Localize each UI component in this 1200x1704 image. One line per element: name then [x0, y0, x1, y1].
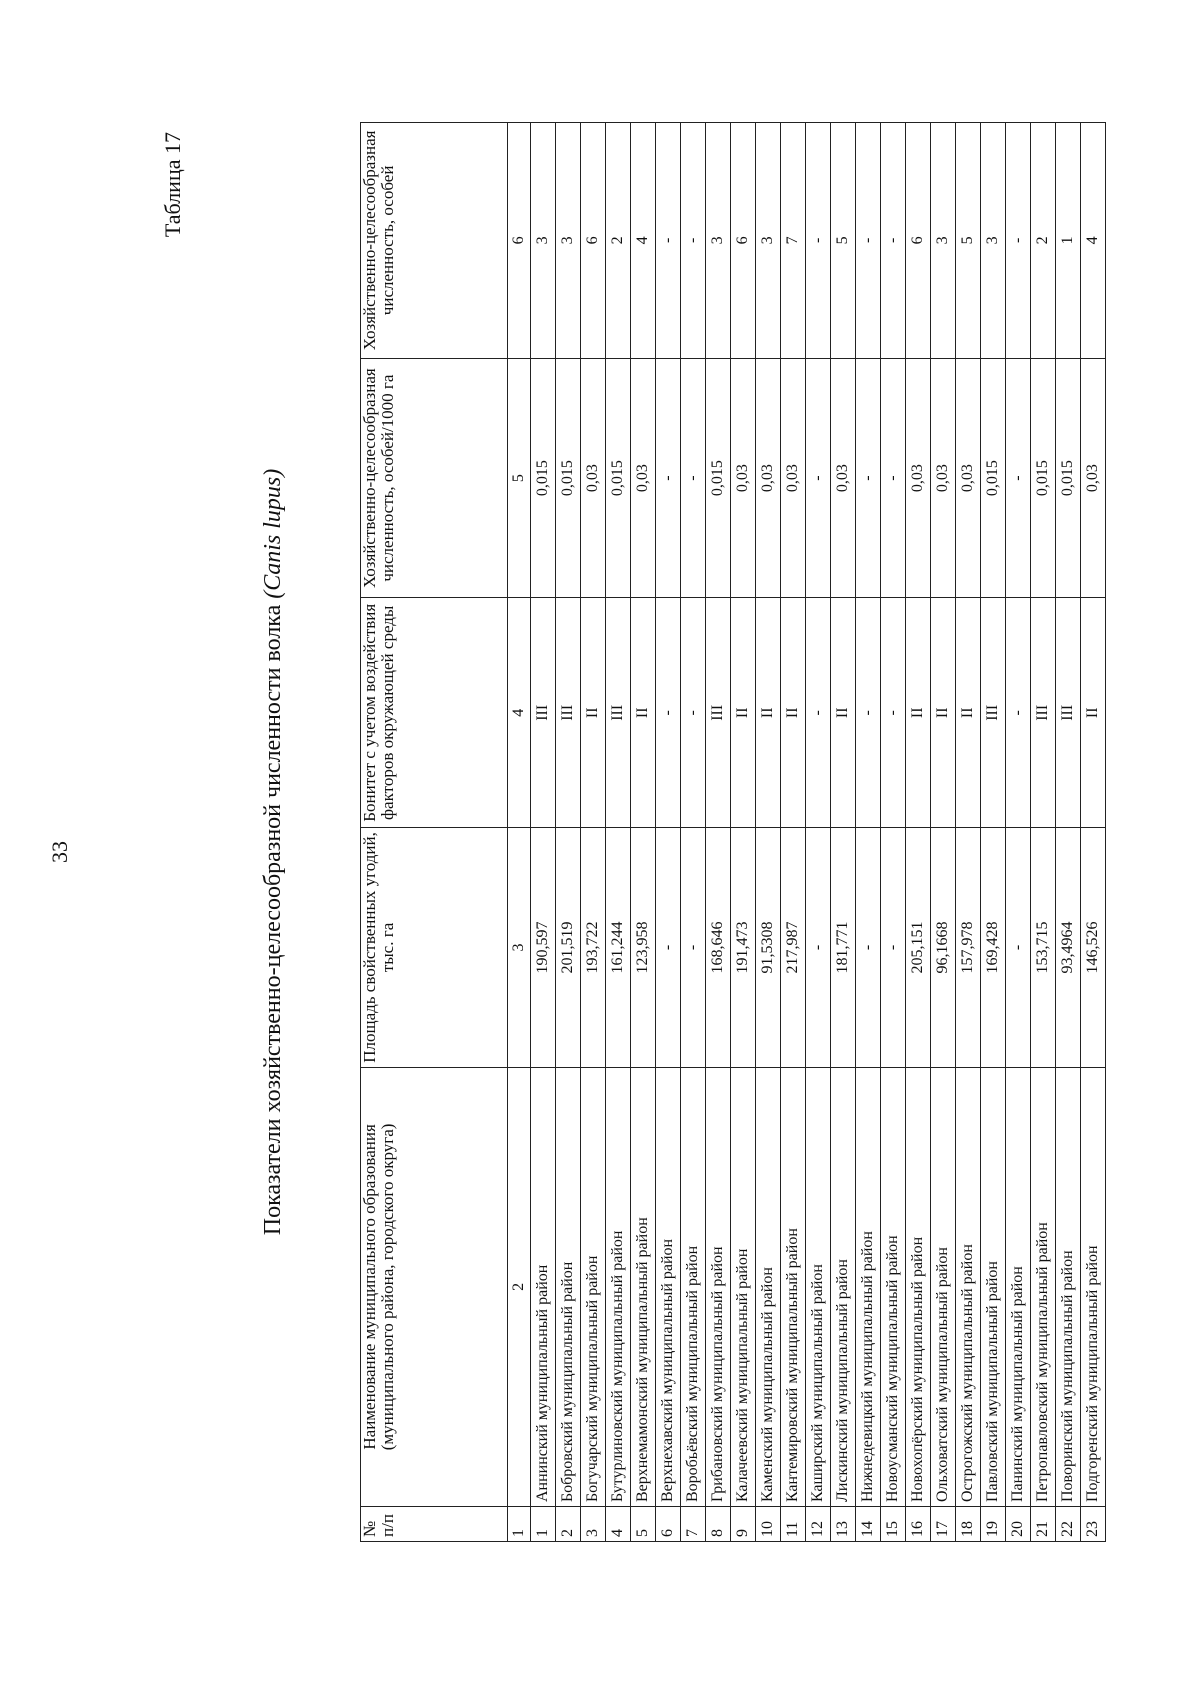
- population-cell: -: [681, 123, 706, 359]
- density-cell: -: [656, 358, 681, 598]
- header-cell: Площадь свойственных угодий, тыс. га: [361, 828, 508, 1068]
- population-cell: 6: [731, 123, 756, 359]
- area-cell: 217,987: [781, 828, 806, 1068]
- area-cell: 153,715: [1031, 828, 1056, 1068]
- table-row: [981, 123, 1006, 1542]
- area-cell: 205,151: [906, 828, 931, 1068]
- caption-latin-name: (Canis lupus): [260, 468, 286, 599]
- density-cell: 0,015: [706, 358, 731, 598]
- district-name-cell: Калачеевский муниципальный район: [731, 1067, 756, 1506]
- bonitet-cell: II: [756, 598, 781, 828]
- district-name-cell: Павловский муниципальный район: [981, 1067, 1006, 1506]
- density-cell: 0,03: [906, 358, 931, 598]
- density-cell: 0,03: [1081, 358, 1106, 598]
- area-cell: 161,244: [606, 828, 631, 1068]
- district-name-cell: Каширский муниципальный район: [806, 1067, 831, 1506]
- column-number-cell: 6: [508, 123, 531, 359]
- district-name-cell: Воробьёвский муниципальный район: [681, 1067, 706, 1506]
- bonitet-cell: III: [1031, 598, 1056, 828]
- table-row: [856, 123, 881, 1542]
- column-number-cell: 1: [508, 1507, 531, 1542]
- table-caption: [260, 122, 287, 1582]
- population-cell: 7: [781, 123, 806, 359]
- population-cell: 3: [706, 123, 731, 359]
- population-cell: 4: [1081, 123, 1106, 359]
- area-cell: 181,771: [831, 828, 856, 1068]
- district-name-cell: Подгоренский муниципальный район: [1081, 1067, 1106, 1506]
- district-name-cell: Богучарский муниципальный район: [581, 1067, 606, 1506]
- page-number: 33: [47, 841, 72, 863]
- header-row: [361, 123, 508, 1542]
- district-name-cell: Верхнехавский муниципальный район: [656, 1067, 681, 1506]
- district-name-cell: Кантемировский муниципальный район: [781, 1067, 806, 1506]
- table-row: [606, 123, 631, 1542]
- column-number-cell: 5: [508, 358, 531, 598]
- table-row: [881, 123, 906, 1542]
- row-number-cell: 20: [1006, 1507, 1031, 1542]
- row-number-cell: 8: [706, 1507, 731, 1542]
- district-name-cell: Поворинский муниципальный район: [1056, 1067, 1081, 1506]
- row-number-cell: 7: [681, 1507, 706, 1542]
- population-cell: 6: [581, 123, 606, 359]
- row-number-cell: 16: [906, 1507, 931, 1542]
- area-cell: -: [806, 828, 831, 1068]
- population-cell: 2: [606, 123, 631, 359]
- bonitet-cell: -: [1006, 598, 1031, 828]
- table-row: [1056, 123, 1081, 1542]
- bonitet-cell: III: [556, 598, 581, 828]
- area-cell: 168,646: [706, 828, 731, 1068]
- area-cell: 201,519: [556, 828, 581, 1068]
- bonitet-cell: III: [531, 598, 556, 828]
- area-cell: -: [1006, 828, 1031, 1068]
- area-cell: -: [856, 828, 881, 1068]
- row-number-cell: 4: [606, 1507, 631, 1542]
- density-cell: -: [806, 358, 831, 598]
- population-cell: -: [656, 123, 681, 359]
- population-cell: 1: [1056, 123, 1081, 359]
- column-number-cell: 2: [508, 1067, 531, 1506]
- area-cell: 93,4964: [1056, 828, 1081, 1068]
- population-cell: 3: [981, 123, 1006, 359]
- header-cell: Хозяйственно-целесообразная численность, особей: [361, 123, 508, 359]
- row-number-cell: 21: [1031, 1507, 1056, 1542]
- row-number-cell: 18: [956, 1507, 981, 1542]
- density-cell: 0,015: [1056, 358, 1081, 598]
- table-body: [508, 123, 1106, 1542]
- bonitet-cell: II: [831, 598, 856, 828]
- density-cell: -: [681, 358, 706, 598]
- row-number-cell: 3: [581, 1507, 606, 1542]
- row-number-cell: 23: [1081, 1507, 1106, 1542]
- table-row: [756, 123, 781, 1542]
- density-cell: 0,03: [781, 358, 806, 598]
- header-cell: Наименование муниципального образования (муниципального района, городского округа): [361, 1067, 508, 1506]
- row-number-cell: 6: [656, 1507, 681, 1542]
- wolf-population-table: [360, 122, 1106, 1542]
- district-name-cell: Грибановский муниципальный район: [706, 1067, 731, 1506]
- area-cell: 96,1668: [931, 828, 956, 1068]
- district-name-cell: Панинский муниципальный район: [1006, 1067, 1031, 1506]
- bonitet-cell: -: [856, 598, 881, 828]
- density-cell: 0,03: [756, 358, 781, 598]
- density-cell: 0,015: [1031, 358, 1056, 598]
- table-row: [1006, 123, 1031, 1542]
- bonitet-cell: II: [1081, 598, 1106, 828]
- table-row: [1031, 123, 1056, 1542]
- table-row: [656, 123, 681, 1542]
- table-row: [956, 123, 981, 1542]
- row-number-cell: 19: [981, 1507, 1006, 1542]
- density-cell: 0,03: [731, 358, 756, 598]
- density-cell: 0,015: [556, 358, 581, 598]
- column-number-cell: 3: [508, 828, 531, 1068]
- area-cell: -: [681, 828, 706, 1068]
- row-number-cell: 12: [806, 1507, 831, 1542]
- area-cell: -: [881, 828, 906, 1068]
- row-number-cell: 11: [781, 1507, 806, 1542]
- area-cell: 191,473: [731, 828, 756, 1068]
- row-number-cell: 1: [531, 1507, 556, 1542]
- bonitet-cell: II: [631, 598, 656, 828]
- density-cell: 0,03: [581, 358, 606, 598]
- district-name-cell: Петропавловский муниципальный район: [1031, 1067, 1056, 1506]
- bonitet-cell: II: [581, 598, 606, 828]
- population-cell: -: [1006, 123, 1031, 359]
- bonitet-cell: III: [981, 598, 1006, 828]
- district-name-cell: Новохопёрский муниципальный район: [906, 1067, 931, 1506]
- district-name-cell: Верхнемамонский муниципальный район: [631, 1067, 656, 1506]
- district-name-cell: Бутурлиновский муниципальный район: [606, 1067, 631, 1506]
- district-name-cell: Острогожский муниципальный район: [956, 1067, 981, 1506]
- area-cell: 193,722: [581, 828, 606, 1068]
- population-cell: 3: [531, 123, 556, 359]
- area-cell: 169,428: [981, 828, 1006, 1068]
- table-row: [681, 123, 706, 1542]
- population-cell: 3: [931, 123, 956, 359]
- bonitet-cell: -: [806, 598, 831, 828]
- rotated-page: [160, 122, 1101, 1582]
- density-cell: 0,015: [606, 358, 631, 598]
- row-number-cell: 14: [856, 1507, 881, 1542]
- density-cell: 0,03: [631, 358, 656, 598]
- table-row: [531, 123, 556, 1542]
- bonitet-cell: III: [606, 598, 631, 828]
- district-name-cell: Нижнедевицкий муниципальный район: [856, 1067, 881, 1506]
- row-number-cell: 17: [931, 1507, 956, 1542]
- bonitet-cell: II: [931, 598, 956, 828]
- district-name-cell: Бобровский муниципальный район: [556, 1067, 581, 1506]
- table-label: Таблица 17: [160, 132, 185, 238]
- density-cell: -: [856, 358, 881, 598]
- density-cell: -: [881, 358, 906, 598]
- row-number-cell: 13: [831, 1507, 856, 1542]
- population-cell: 5: [956, 123, 981, 359]
- bonitet-cell: -: [656, 598, 681, 828]
- density-cell: 0,03: [931, 358, 956, 598]
- row-number-cell: 9: [731, 1507, 756, 1542]
- population-cell: 6: [906, 123, 931, 359]
- density-cell: 0,03: [956, 358, 981, 598]
- density-cell: -: [1006, 358, 1031, 598]
- bonitet-cell: II: [781, 598, 806, 828]
- row-number-cell: 22: [1056, 1507, 1081, 1542]
- population-cell: -: [806, 123, 831, 359]
- table-row: [731, 123, 756, 1542]
- density-cell: 0,015: [531, 358, 556, 598]
- district-name-cell: Аннинский муниципальный район: [531, 1067, 556, 1506]
- table-row: [556, 123, 581, 1542]
- row-number-cell: 10: [756, 1507, 781, 1542]
- area-cell: -: [656, 828, 681, 1068]
- bonitet-cell: -: [681, 598, 706, 828]
- population-cell: 3: [556, 123, 581, 359]
- caption-text: Показатели хозяйственно-целесообразной численности волка: [260, 598, 286, 1236]
- table-row: [581, 123, 606, 1542]
- column-number-cell: 4: [508, 598, 531, 828]
- table-row: [931, 123, 956, 1542]
- population-cell: -: [881, 123, 906, 359]
- population-cell: 5: [831, 123, 856, 359]
- table-row: [1081, 123, 1106, 1542]
- bonitet-cell: III: [1056, 598, 1081, 828]
- bonitet-cell: II: [731, 598, 756, 828]
- row-number-cell: 15: [881, 1507, 906, 1542]
- area-cell: 123,958: [631, 828, 656, 1068]
- population-cell: 2: [1031, 123, 1056, 359]
- density-cell: 0,015: [981, 358, 1006, 598]
- table-row: [631, 123, 656, 1542]
- area-cell: 146,526: [1081, 828, 1106, 1068]
- table-row: [781, 123, 806, 1542]
- header-cell: Хозяйственно-целесообразная численность, особей/1000 га: [361, 358, 508, 598]
- header-cell: Бонитет с учетом воздействия факторов окружающей среды: [361, 598, 508, 828]
- density-cell: 0,03: [831, 358, 856, 598]
- district-name-cell: Ольховатский муниципальный район: [931, 1067, 956, 1506]
- column-number-row: [508, 123, 531, 1542]
- district-name-cell: Лискинский муниципальный район: [831, 1067, 856, 1506]
- area-cell: 157,978: [956, 828, 981, 1068]
- row-number-cell: 5: [631, 1507, 656, 1542]
- table-row: [831, 123, 856, 1542]
- row-number-cell: 2: [556, 1507, 581, 1542]
- bonitet-cell: II: [906, 598, 931, 828]
- bonitet-cell: II: [956, 598, 981, 828]
- document-body: [160, 122, 1101, 1582]
- population-cell: 4: [631, 123, 656, 359]
- bonitet-cell: III: [706, 598, 731, 828]
- table-row: [906, 123, 931, 1542]
- population-cell: 3: [756, 123, 781, 359]
- header-cell: № п/п: [361, 1507, 508, 1542]
- district-name-cell: Новоусманский муниципальный район: [881, 1067, 906, 1506]
- population-cell: -: [856, 123, 881, 359]
- area-cell: 91,5308: [756, 828, 781, 1068]
- table-row: [706, 123, 731, 1542]
- bonitet-cell: -: [881, 598, 906, 828]
- district-name-cell: Каменский муниципальный район: [756, 1067, 781, 1506]
- table-row: [806, 123, 831, 1542]
- area-cell: 190,597: [531, 828, 556, 1068]
